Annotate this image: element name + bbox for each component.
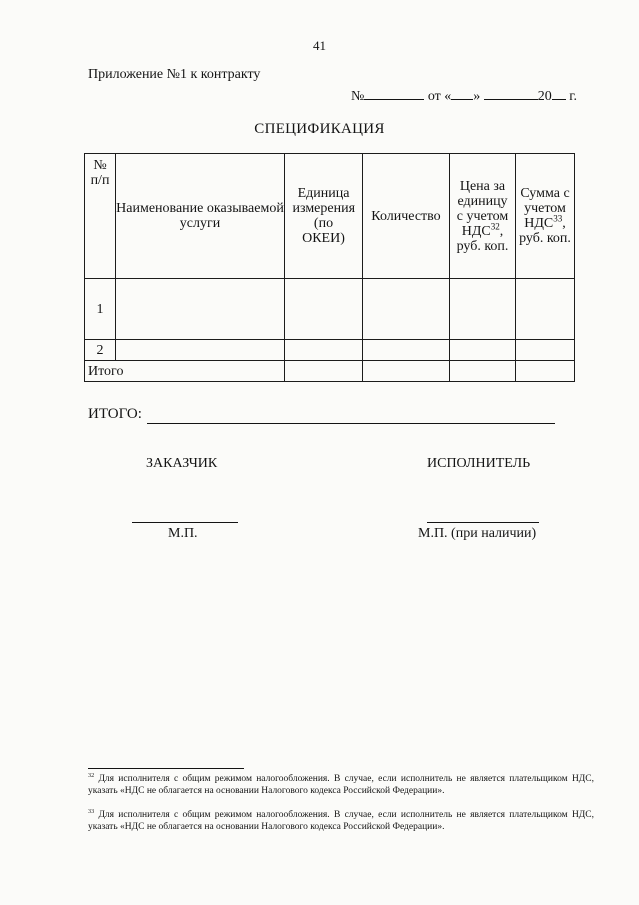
table-total-row (85, 361, 575, 382)
column-header-unit: Единица измерения (по ОКЕИ) (285, 154, 363, 279)
contract-year: 20 (537, 89, 552, 104)
table-total-label: Итого (85, 361, 285, 382)
footnote-number: 33 (88, 808, 95, 815)
contract-number-sign: № (351, 89, 365, 104)
row-number: 2 (85, 340, 116, 361)
customer-seal-label: М.П. (168, 526, 198, 541)
cell-total-sum[interactable] (516, 361, 575, 382)
executor-signature-line[interactable] (427, 522, 539, 523)
footnote-number: 32 (88, 772, 95, 779)
footnote-33 (88, 810, 594, 833)
column-header-number: № п/п (85, 154, 116, 279)
cell-total-sum[interactable] (516, 279, 575, 340)
cell-quantity[interactable] (363, 340, 450, 361)
contract-date-from: от « (427, 89, 452, 104)
customer-signature-line[interactable] (132, 522, 238, 523)
table-header-row (85, 154, 575, 279)
cell-unit[interactable] (285, 340, 363, 361)
column-header-service-name: Наименование оказываемой услуги (116, 154, 285, 279)
specification-table (84, 153, 575, 382)
footnote-ref-32: 32 (490, 220, 500, 231)
contract-date-close: » (473, 89, 481, 104)
document-title: СПЕЦИФИКАЦИЯ (254, 121, 385, 137)
column-header-unit-price: Цена за единицу с учетом НДС$^{32}$, руб. коп. (450, 154, 516, 279)
cell-unit-price[interactable] (450, 340, 516, 361)
cell-total-sum[interactable] (516, 340, 575, 361)
cell-unit[interactable] (285, 279, 363, 340)
executor-seal-label: М.П. (при наличии) (418, 526, 537, 541)
cell-service-name[interactable] (116, 340, 285, 361)
table-row (85, 279, 575, 340)
customer-title: ЗАКАЗЧИК (146, 456, 218, 471)
footnote-32 (88, 774, 594, 797)
row-number: 1 (85, 279, 116, 340)
cell-unit-price[interactable] (450, 279, 516, 340)
page-number: 41 (313, 38, 326, 53)
footnote-divider (88, 768, 244, 769)
contract-year-blank (552, 88, 566, 100)
column-header-total-sum: Сумма с учетом НДС$^{33}$, руб. коп. (516, 154, 575, 279)
appendix-heading: Приложение №1 к контракту (88, 67, 261, 82)
cell-quantity[interactable] (363, 279, 450, 340)
grand-total-label: ИТОГО: (88, 406, 142, 422)
contract-number-line (351, 88, 577, 105)
footnote-ref-33: 33 (553, 213, 563, 224)
cell-service-name[interactable] (116, 279, 285, 340)
footnote-text: Для исполнителя с общим режимом налогообложения. В случае, если исполнитель не является плательщиком НДС, указать «НДС не облагается на основании Налогового кодекса Российской Федерации». (88, 810, 594, 832)
grand-total-line[interactable] (147, 423, 555, 424)
table-row (85, 340, 575, 361)
cell-unit[interactable] (285, 361, 363, 382)
contract-year-suffix: г. (569, 89, 577, 104)
contract-number-blank (364, 88, 424, 100)
column-header-quantity: Количество (363, 154, 450, 279)
contract-day-blank (451, 88, 473, 100)
footnote-text: Для исполнителя с общим режимом налогообложения. В случае, если исполнитель не является плательщиком НДС, указать «НДС не облагается на основании Налогового кодекса Российской Федерации». (88, 774, 594, 796)
cell-quantity[interactable] (363, 361, 450, 382)
cell-unit-price[interactable] (450, 361, 516, 382)
contract-month-blank (484, 88, 538, 100)
executor-title: ИСПОЛНИТЕЛЬ (427, 456, 531, 471)
